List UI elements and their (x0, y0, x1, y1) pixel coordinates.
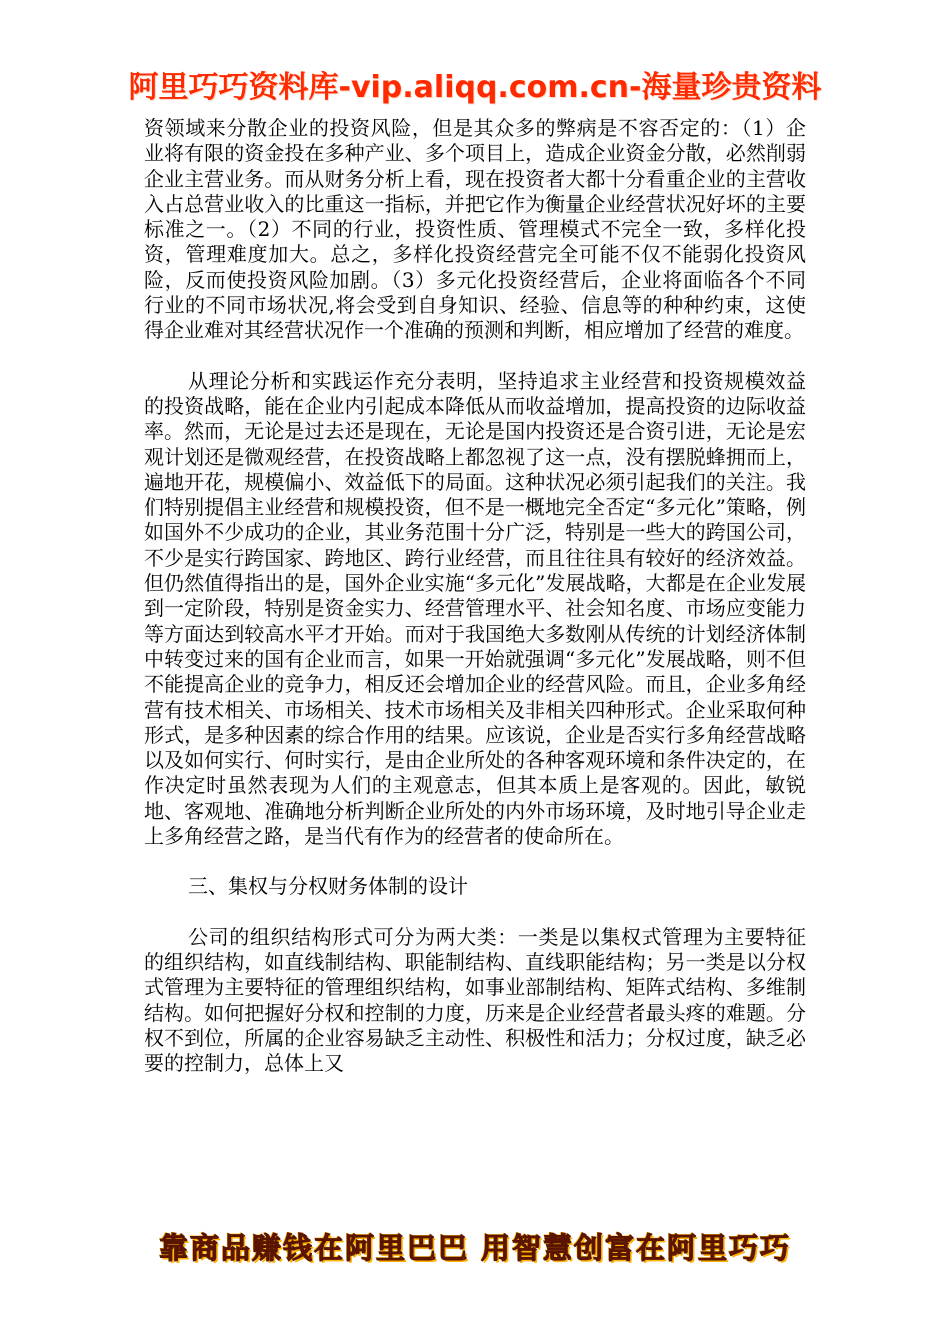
paragraph-2: 从理论分析和实践运作充分表明，坚持追求主业经营和投资规模效益的投资战略，能在企业内引起成本降低从而收益增加，提高投资的边际收益率。然而，无论是过去还是现在，无论是国内投资还是合资引进，无论是宏观计划还是微观经营，在投资战略上都忽视了这一点，没有摆脱蜂拥而上，遍地开花，规模偏小、效益低下的局面。这种状况必须引起我们的关注。我们特别提倡主业经营和规模投资，但不是一概地完全否定“多元化”策略，例如国外不少成功的企业，其业务范围十分广泛，特别是一些大的跨国公司，不少是实行跨国家、跨地区、跨行业经营，而且往往具有较好的经济效益。但仍然值得指出的是，国外企业实施“多元化”发展战略，大都是在企业发展到一定阶段，特别是资金实力、经营管理水平、社会知名度、市场应变能力等方面达到较高水平才开始。而对于我国绝大多数刚从传统的计划经济体制中转变过来的国有企业而言，如果一开始就强调“多元化”发展战略，则不但不能提高企业的竞争力，相反还会增加企业的经营风险。而且，企业多角经营有技术相关、市场相关、技术市场相关及非相关四种形式。企业采取何种形式，是多种因素的综合作用的结果。应该说，企业是否实行多角经营战略以及如何实行、何时实行，是由企业所处的各种客观环境和条件决定的，在作决定时虽然表现为人们的主观意志，但其本质上是客观的。因此，敏锐地、客观地、准确地分析判断企业所处的内外市场环境，及时地引导企业走上多角经营之路，是当代有作为的经营者的使命所在。 (144, 368, 806, 849)
article-body (144, 116, 806, 1076)
paragraph-3: 公司的组织结构形式可分为两大类：一类是以集权式管理为主要特征的组织结构，如直线制结构、职能制结构、直线职能结构；另一类是以分权式管理为主要特征的管理组织结构，如事业部制结构、矩阵式结构、多维制结构。如何把握好分权和控制的力度，历来是企业经营者最头疼的难题。分权不到位，所属的企业容易缺乏主动性、积极性和活力；分权过度，缺乏必要的控制力，总体上又 (144, 924, 806, 1076)
section-heading: 三、集权与分权财务体制的设计 (188, 874, 468, 899)
header-banner: 阿里巧巧资料库-vip.aliqq.com.cn-海量珍贵资料 (128, 70, 822, 105)
paragraph-gap (144, 849, 806, 874)
footer-banner: 靠商品赚钱在阿里巴巴 用智慧创富在阿里巧巧 (158, 1231, 792, 1265)
paragraph-gap (144, 900, 806, 925)
paragraph-gap (144, 344, 806, 369)
paragraph-1: 资领域来分散企业的投资风险，但是其众多的弊病是不容否定的：（1）企业将有限的资金投在多种产业、多个项目上，造成企业资金分散，必然削弱企业主营业务。而从财务分析上看，现在投资者大都十分看重企业的主营收入占总营业收入的比重这一指标，并把它作为衡量企业经营状况好坏的主要标准之一。（2）不同的行业，投资性质、管理模式不完全一致，多样化投资，管理难度加大。总之，多样化投资经营完全可能不仅不能弱化投资风险，反而使投资风险加剧。（3）多元化投资经营后，企业将面临各个不同行业的不同市场状况,将会受到自身知识、经验、信息等的种种约束，这使得企业难对其经营状况作一个准确的预测和判断，相应增加了经营的难度。 (144, 116, 806, 343)
